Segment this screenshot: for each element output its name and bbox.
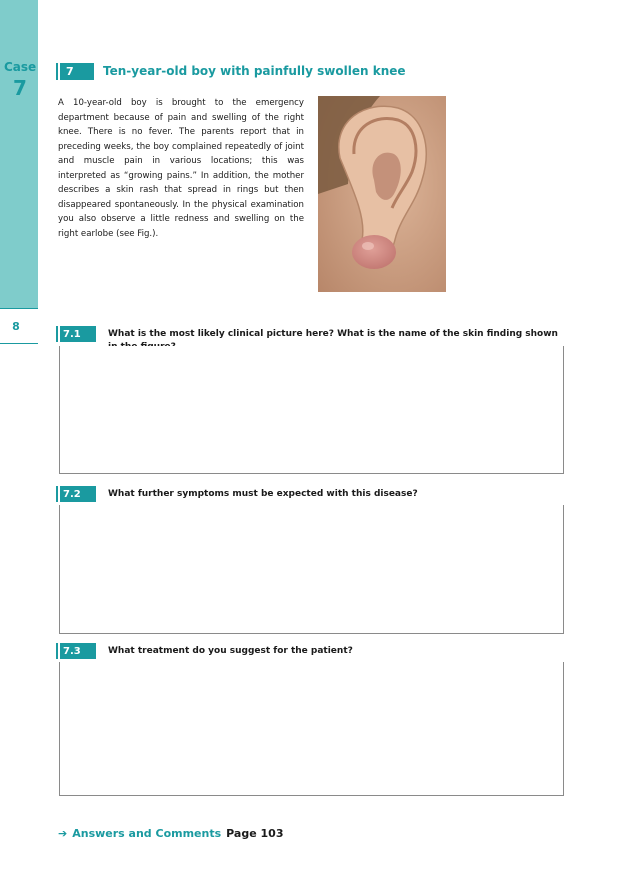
question-1-label xyxy=(56,326,96,342)
sidebar-divider-top xyxy=(0,308,38,309)
case-label: Case xyxy=(4,60,37,74)
page-number: 8 xyxy=(12,320,20,333)
question-2-text: What further symptoms must be expected with this disease? xyxy=(108,489,418,499)
badge-accent-bar xyxy=(56,63,58,80)
page-reference: Page 103 xyxy=(226,827,284,840)
arrow-right-icon: ➔ xyxy=(58,827,68,840)
answers-link[interactable]: Answers and Comments xyxy=(72,827,222,840)
question-2-number: 7.2 xyxy=(60,486,96,502)
earlobe-photo xyxy=(318,96,446,292)
question-2-answer-box[interactable] xyxy=(59,505,564,634)
question-3-text: What treatment do you suggest for the patient? xyxy=(108,646,353,656)
badge-number: 7 xyxy=(60,63,94,80)
question-3-number: 7.3 xyxy=(60,643,96,659)
question-2-accent-bar xyxy=(56,486,58,502)
question-1-answer-box[interactable] xyxy=(59,346,564,474)
case-number-badge xyxy=(56,63,94,80)
sidebar-divider-bottom xyxy=(0,343,38,344)
question-1-text: What is the most likely clinical picture here? What is the name of the skin finding shown xyxy=(108,329,558,339)
question-1-accent-bar xyxy=(56,326,58,342)
case-description: A 10-year-old boy is brought to the emergency department because of pain and swelling of the right knee. There is no fever. The parents report that in preceding weeks, the boy complained repeatedly of joint and muscle pain in various locations; this was interpreted as “growing pains.” In addition, the mother describes a skin rash that spread in rings but then disappeared spontaneously. In the physical examination you also observe a little redness and swelling on the right earlobe (see Fig.). xyxy=(58,98,304,239)
question-3-accent-bar xyxy=(56,643,58,659)
question-3-answer-box[interactable] xyxy=(59,662,564,796)
question-3-label xyxy=(56,643,96,659)
case-sidebar xyxy=(0,0,38,308)
case-title: Ten-year-old boy with painfully swollen knee xyxy=(103,64,406,78)
case-number: 7 xyxy=(13,76,27,100)
answers-reference xyxy=(58,827,283,840)
question-2-label xyxy=(56,486,96,502)
question-1-number: 7.1 xyxy=(60,326,96,342)
